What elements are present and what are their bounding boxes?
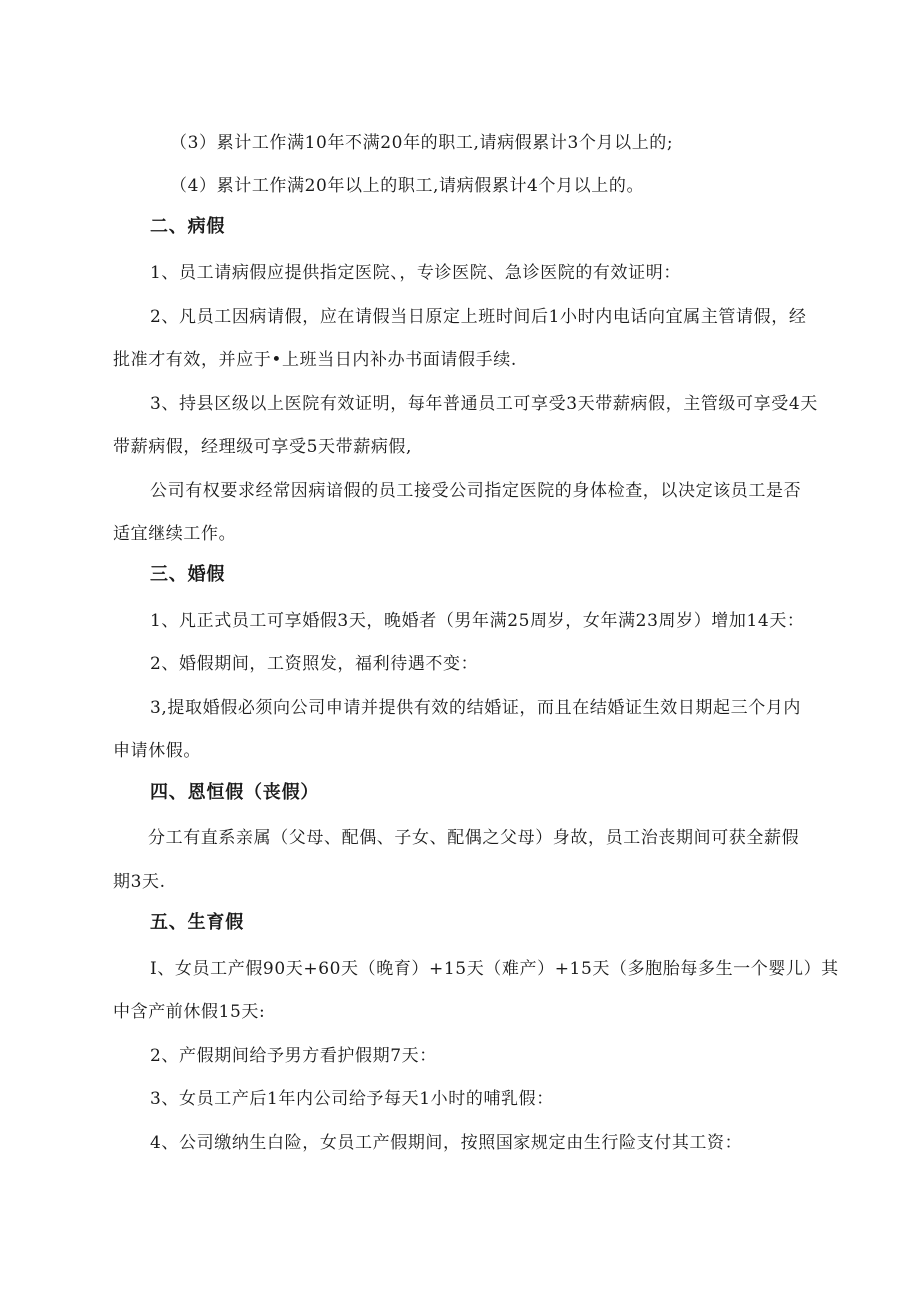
sick-leave-rule-3: （3）累计工作满10年不满20年的职工,请病假累计3个月以上的;	[170, 133, 674, 153]
section-heading-marriage-leave: 三、婚假	[150, 564, 226, 585]
section-heading-sick-leave: 二、病假	[150, 216, 226, 237]
sick-leave-item-3: 3、持县区级以上医院有效证明，每年普通员工可享受3天带薪病假，主管级可享受4天	[150, 394, 818, 414]
bereavement-leave-text-cont: 期3天.	[113, 872, 166, 892]
sick-leave-item-3-cont: 带薪病假，经理级可享受5天带薪病假,	[113, 437, 413, 457]
marriage-leave-item-2: 2、婚假期间，工资照发，福利待遇不变：	[150, 654, 479, 674]
sick-leave-item-2-cont: 批准才有效，并应于•上班当日内补办书面请假手续.	[113, 350, 517, 370]
section-heading-bereavement-leave: 四、恩恒假（丧假）	[150, 782, 320, 803]
marriage-leave-item-1: 1、凡正式员工可享婚假3天，晚婚者（男年满25周岁，女年满23周岁）增加14天：	[150, 611, 805, 631]
maternity-leave-item-4: 4、公司缴纳生白险，女员工产假期间，按照国家规定由生行险支付其工资：	[150, 1133, 743, 1153]
sick-leave-note-cont: 适宜继续工作。	[113, 524, 237, 544]
marriage-leave-item-3: 3,提取婚假必须向公司申请并提供有效的结婚证，而且在结婚证生效日期起三个月内	[150, 698, 802, 718]
maternity-leave-item-1: I、女员工产假90天+60天（晚育）+15天（难产）+15天（多胞胎每多生一个婴儿）其	[150, 959, 839, 979]
maternity-leave-item-1-cont: 中含产前休假15天:	[113, 1002, 266, 1022]
sick-leave-rule-4: （4）累计工作满20年以上的职工,请病假累计4个月以上的。	[170, 176, 645, 196]
section-heading-maternity-leave: 五、生育假	[150, 912, 244, 933]
sick-leave-note: 公司有权要求经常因病谙假的员工接受公司指定医院的身体检查，以决定该员工是否	[150, 481, 802, 501]
maternity-leave-item-3: 3、女员工产后1年内公司给予每天1小时的哺乳假：	[150, 1089, 554, 1109]
maternity-leave-item-2: 2、产假期间给予男方看护假期7天：	[150, 1046, 437, 1066]
bereavement-leave-text: 分工有直系亲属（父母、配偶、子女、配偶之父母）身故，员工治丧期间可获全薪假	[148, 828, 800, 848]
marriage-leave-item-3-cont: 申请休假。	[113, 741, 201, 761]
sick-leave-item-2: 2、凡员工因病请假，应在请假当日原定上班时间后1小时内电话向宜属主管请假，经	[150, 307, 807, 327]
sick-leave-item-1: 1、员工请病假应提供指定医院、，专诊医院、急诊医院的有效证明：	[150, 263, 681, 283]
